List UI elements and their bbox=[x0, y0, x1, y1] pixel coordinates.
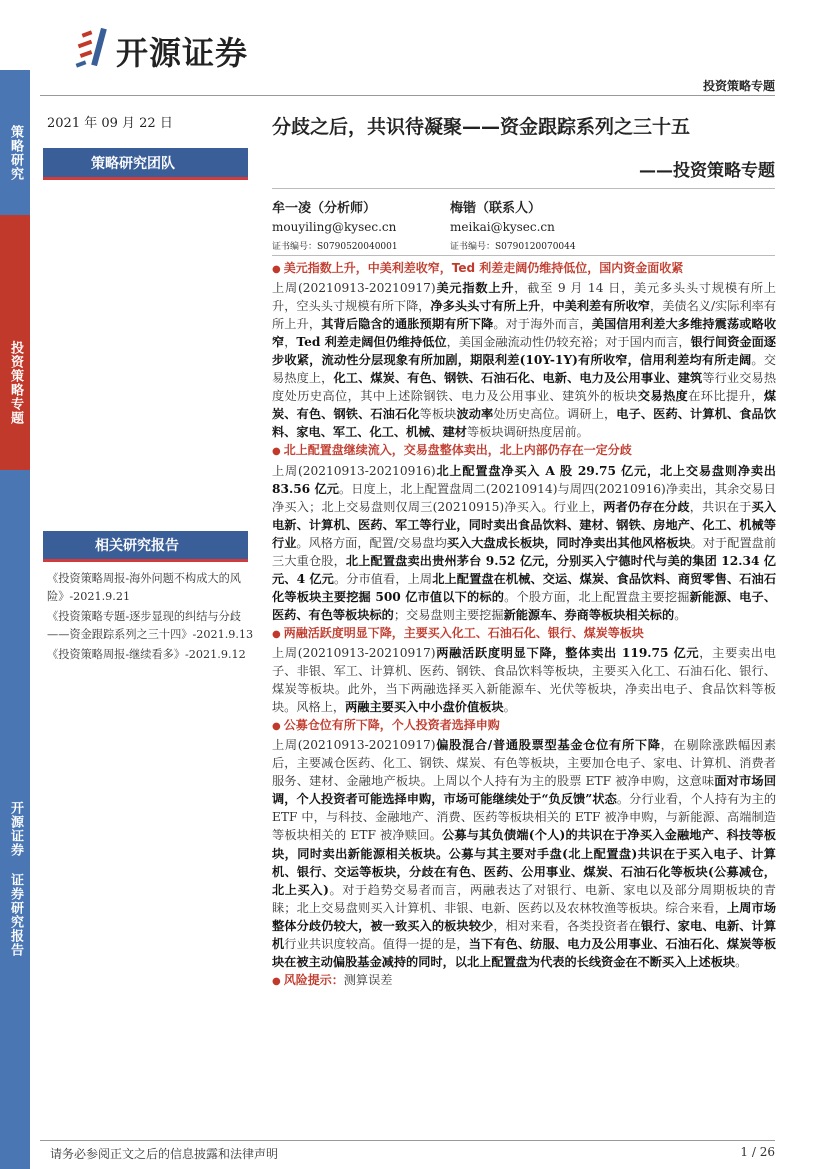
author-contact bbox=[450, 200, 576, 256]
report-title: 分歧之后，共识待凝聚——资金跟踪系列之三十五 bbox=[272, 116, 691, 138]
risk-warning: ● 风险提示：测算误差 bbox=[272, 972, 393, 987]
footer-disclaimer: 请务必参阅正文之后的信息披露和法律声明 bbox=[50, 1147, 279, 1161]
section-paragraph: 上周(20210913-20210917)两融活跃度明显下降，整体卖出 119.75 亿元，主要卖出电子、非银、军工、计算机、医药、钢铁、食品饮料等板块，主要买入化工、石油石化、银行、煤炭等板块。此外，当下两融选择买入新能源车、光伏等板块，净卖出电子、食品饮料等板块。风格上，两融主要买入中小盘价值板块。 bbox=[272, 645, 776, 715]
company-logo bbox=[74, 24, 314, 70]
brand-name: 开源证券 bbox=[116, 34, 249, 72]
section-paragraph: 上周(20210913-20210916)北上配置盘净买入 A 股 29.75 亿元，北上交易盘则净卖出 83.56 亿元。日度上，北上配置盘周二(20210914)与周四(20210916)净卖出，其余交易日净买入；北上交易盘则仅周三(20210915)净买入。行业上，两者仍存在分歧，共识在于买入电新、计算机、医药、军工等行业，同时卖出食品饮料、建材、钢铁、房地产、化工、机械等行业。风格方面，配置/交易盘均买入大盘成长板块，同时净卖出其他风格板块。对于配置盘前三大重仓股，北上配置盘卖出贵州茅台 9.52 亿元，分别买入宁德时代与美的集团 12.34 亿元、4 亿元。分市值看，上周北上配置盘在机械、交运、煤炭、食品饮料、商贸零售、石油石化等板块主要挖掘 500 亿市值以下的标的。个股方面，北上配置盘主要挖掘新能源、电子、医药、有色等板块标的；交易盘则主要挖掘新能源车、券商等板块相关标的。 bbox=[272, 463, 777, 622]
bullet-icon: ● bbox=[272, 628, 281, 640]
related-report-link[interactable]: 《投资策略周报-海外问题不构成大的风险》-2021.9.21 bbox=[47, 572, 241, 603]
related-reports-banner: 相关研究报告 bbox=[43, 531, 248, 562]
bullet-icon: ● bbox=[272, 975, 281, 987]
related-reports-list bbox=[47, 570, 257, 666]
author-email[interactable]: mouyiling@kysec.cn bbox=[272, 220, 397, 234]
author-cert: 证书编号：S0790120070044 bbox=[450, 242, 576, 252]
section-paragraph: 上周(20210913-20210917)偏股混合/普通股票型基金仓位有所下降，在剔除涨跌幅因素后，主要减仓医药、化工、钢铁、煤炭、有色等板块，主要加仓电子、家电、计算机、消费者服务、建材、金融地产板块。上周以个人持有为主的股票 ETF 被净申购，这意味面对市场回调，个人投资者可能选择申购，市场可能继续处于“负反馈”状态。分行业看，个人持有为主的 ETF 中，与科技、金融地产、消费、医药等板块相关的 ETF 被净申购，与新能源、高端制造等板块相关的 ETF 被净赎回。公募与其负债端(个人)的共识在于净买入金融地产、科技等板块，同时卖出新能源相关板块。公募与其主要对手盘(北上配置盘)共识在于买入电子、计算机、银行、交运等板块，分歧在有色、医药、公用事业、煤炭、石油石化等板块(公募减仓，北上买入)。对于趋势交易者而言，两融表达了对银行、电新、家电以及部分周期板块的青睐；北上交易盘则买入计算机、非银、电新、医药以及农林牧渔等板块。综合来看，上周市场整体分歧仍较大，被一致买入的板块较少，相对来看，各类投资者在银行、家电、电新、计算机行业共识度较高。值得一提的是，当下有色、纺服、电力及公用事业、石油石化、煤炭等板块在被主动偏股基金减持的同时，以北上配置盘为代表的长线资金在不断买入上述板块。 bbox=[272, 738, 777, 969]
report-subtitle: ——投资策略专题 bbox=[639, 161, 775, 181]
report-summary bbox=[272, 259, 776, 991]
section-heading: ● 公募仓位有所下降，个人投资者选择申购 bbox=[272, 718, 500, 733]
bullet-icon: ● bbox=[272, 721, 281, 733]
section-heading: ● 美元指数上升，中美利差收窄，Ted 利差走阔仍维持低位，国内资金面收紧 bbox=[272, 261, 684, 275]
author-divider bbox=[272, 255, 775, 256]
side-strip-topic: 投资策略专题 bbox=[0, 215, 30, 470]
page-number: 1 / 26 bbox=[740, 1145, 775, 1159]
related-report-link[interactable]: 《投资策略专题-逐步显现的纠结与分歧——资金跟踪系列之三十四》-2021.9.13 bbox=[47, 610, 254, 641]
related-report-link[interactable]: 《投资策略周报-继续看多》-2021.9.12 bbox=[47, 648, 246, 661]
side-strip-research: 策略研究 bbox=[0, 70, 30, 215]
report-date: 2021 年 09 月 22 日 bbox=[47, 116, 173, 131]
title-divider bbox=[272, 188, 775, 189]
section-paragraph: 上周(20210913-20210917)美元指数上升，截至 9 月 14 日，美元多头头寸规模有所上升，空头头寸规模有所下降，净多头头寸有所上升，中美利差有所收窄，美债名义/实际利率有所上升，其背后隐含的通胀预期有所下降。对于海外而言，美国信用利差大多维持震荡或略收窄，Ted 利差走阔但仍维持低位，美国金融流动性仍较充裕；对于国内而言，银行间资金面逐步收紧，流动性分层现象有所加剧，期限利差(10Y-1Y)有所收窄，信用利差均有所走阔。交易热度上，化工、煤炭、有色、钢铁、石油石化、电新、电力及公用事业、建筑等行业交易热度处历史高位，其中上述除钢铁、电力及公用事业、建筑外的板块交易热度在环比提升，煤炭、有色、钢铁、石油石化等板块波动率处历史高位。调研上，电子、医药、计算机、食品饮料、家电、军工、化工、机械、建材等板块调研热度居前。 bbox=[272, 281, 777, 440]
logo-mark-icon bbox=[74, 24, 114, 70]
section-heading: ● 北上配置盘继续流入，交易盘整体卖出，北上内部仍存在一定分歧 bbox=[272, 443, 632, 458]
bullet-icon: ● bbox=[272, 264, 281, 275]
side-strip-company: 开源证券 证券研究报告 bbox=[0, 470, 30, 1169]
author-email[interactable]: meikai@kysec.cn bbox=[450, 220, 555, 234]
author-cert: 证书编号：S0790520040001 bbox=[272, 242, 398, 252]
author-name: 梅锴（联系人） bbox=[450, 201, 542, 216]
author-name: 牟一凌（分析师） bbox=[272, 201, 377, 216]
section-heading: ● 两融活跃度明显下降，主要买入化工、石油石化、银行、煤炭等板块 bbox=[272, 625, 644, 640]
footer-divider bbox=[40, 1140, 775, 1141]
team-banner: 策略研究团队 bbox=[43, 148, 248, 180]
report-type-label: 投资策略专题 bbox=[702, 79, 775, 93]
author-analyst bbox=[272, 200, 398, 256]
header-divider bbox=[40, 95, 775, 96]
bullet-icon: ● bbox=[272, 446, 281, 458]
